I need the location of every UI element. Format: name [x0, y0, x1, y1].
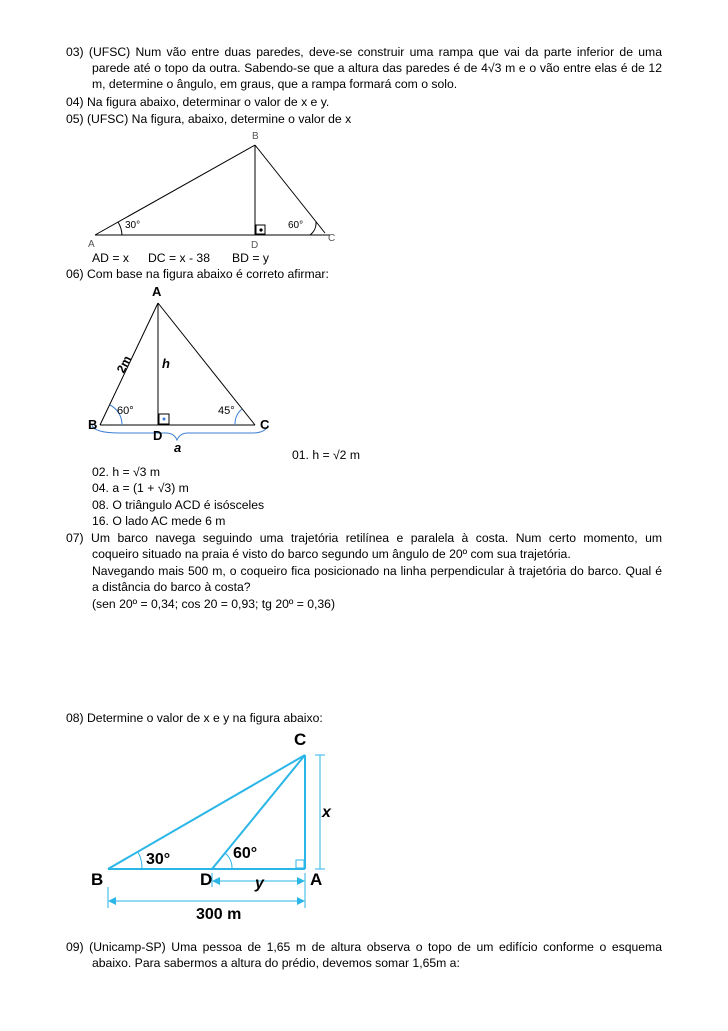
- q03-line-2: parede até o topo da outra. Sabendo-se que a altura das paredes é de 4√3 m e o vão entre elas é de 12: [92, 61, 662, 75]
- q05-right-angle-dot: [259, 228, 262, 231]
- q05-given-bd: BD = y: [232, 251, 269, 265]
- q08-base-label: 300 m: [196, 906, 242, 923]
- q03-line-1: 03) (UFSC) Num vão entre duas paredes, deve-se construir uma rampa que vai da parte inferior de uma: [66, 45, 662, 59]
- q08-label-a: A: [310, 870, 323, 889]
- q06-base-label: a: [174, 440, 182, 455]
- q06-label-b: B: [88, 417, 98, 432]
- q07-line-3: Navegando mais 500 m, o coqueiro fica posicionado na linha perpendicular à trajetória do barco. Qual é: [92, 564, 662, 578]
- q08-angle-d-label: 60°: [233, 845, 258, 862]
- q05-angle-a-label: 30°: [125, 220, 141, 231]
- q05-angle-c-label: 60°: [288, 220, 304, 231]
- q08-line-1: 08) Determine o valor de x e y na figura abaixo:: [66, 711, 323, 725]
- q08-side-dc: [212, 755, 305, 869]
- q06-label-d: D: [153, 428, 163, 443]
- q06-angle-c-label: 45°: [218, 405, 235, 417]
- q05-given-dc: DC = x - 38: [148, 251, 210, 265]
- q08-angle-arc-d: [225, 853, 232, 869]
- q08-angle-b-label: 30°: [146, 851, 171, 868]
- q06-option-3: 04. a = (1 + √3) m: [92, 481, 189, 495]
- q09-line-2: abaixo. Para sabermos a altura do prédio, devemos somar 1,65m a:: [92, 956, 460, 970]
- q06-height-label: h: [162, 356, 170, 371]
- q05-label-a: A: [88, 239, 95, 250]
- q05-label-b: B: [252, 131, 259, 142]
- q07-line-2: coqueiro situado na praia é visto do barco segundo um ângulo de 20º com sua trajetória.: [92, 547, 571, 561]
- q05-triangle-figure: [80, 128, 350, 253]
- q03-line-3: m, determine o ângulo, em graus, que a rampa formará com o solo.: [92, 77, 458, 91]
- q06-angle-b-label: 60°: [117, 405, 134, 417]
- q06-base-brace: [92, 425, 268, 440]
- q06-option-1: 01. h = √2 m: [292, 448, 361, 462]
- q04-line-1: 04) Na figura abaixo, determinar o valor de x e y.: [66, 95, 330, 109]
- q05-given-ad: AD = x: [92, 251, 129, 265]
- q08-angle-arc-b: [138, 852, 142, 869]
- q07-line-5: (sen 20º = 0,34; cos 20 = 0,93; tg 20º = 0,36): [92, 597, 336, 611]
- q08-x-label: x: [322, 804, 331, 821]
- q08-label-b: B: [91, 870, 104, 889]
- q05-angle-arc-a: [118, 222, 122, 235]
- q06-option-4: 08. O triângulo ACD é isósceles: [92, 498, 265, 512]
- q06-triangle-figure: [80, 280, 280, 460]
- q08-side-bc: [108, 755, 305, 869]
- q05-side-ab: [95, 145, 255, 235]
- q08-right-angle-mark: [296, 860, 304, 868]
- q06-side-ab-label: 2m: [113, 353, 135, 376]
- q08-label-c: C: [294, 730, 307, 749]
- q06-option-2: 02. h = √3 m: [92, 465, 161, 479]
- q07-line-4: a distância do barco à costa?: [92, 580, 251, 594]
- q05-angle-arc-c: [310, 222, 316, 235]
- q06-angle-arc-c: [235, 409, 242, 425]
- q05-label-d: D: [251, 240, 259, 251]
- q05-label-c: C: [328, 233, 336, 244]
- q08-triangle-figure: [90, 725, 350, 925]
- q06-option-5: 16. O lado AC mede 6 m: [92, 514, 226, 528]
- q07-line-1: 07) Um barco navega seguindo uma trajetória retilínea e paralela à costa. Num certo momento, um: [66, 531, 662, 545]
- q05-line-1: 05) (UFSC) Na figura, abaixo, determine o valor de x: [66, 112, 352, 126]
- q09-line-1: 09) (Unicamp-SP) Uma pessoa de 1,65 m de altura observa o topo de um edifício conforme o esquema: [66, 940, 662, 954]
- q06-side-ac: [158, 303, 255, 425]
- q08-label-d: D: [200, 870, 213, 889]
- q08-y-label: y: [255, 875, 264, 892]
- q06-label-a: A: [152, 284, 162, 299]
- q06-label-c: C: [260, 417, 270, 432]
- q06-line-1: 06) Com base na figura abaixo é correto afirmar:: [66, 267, 329, 281]
